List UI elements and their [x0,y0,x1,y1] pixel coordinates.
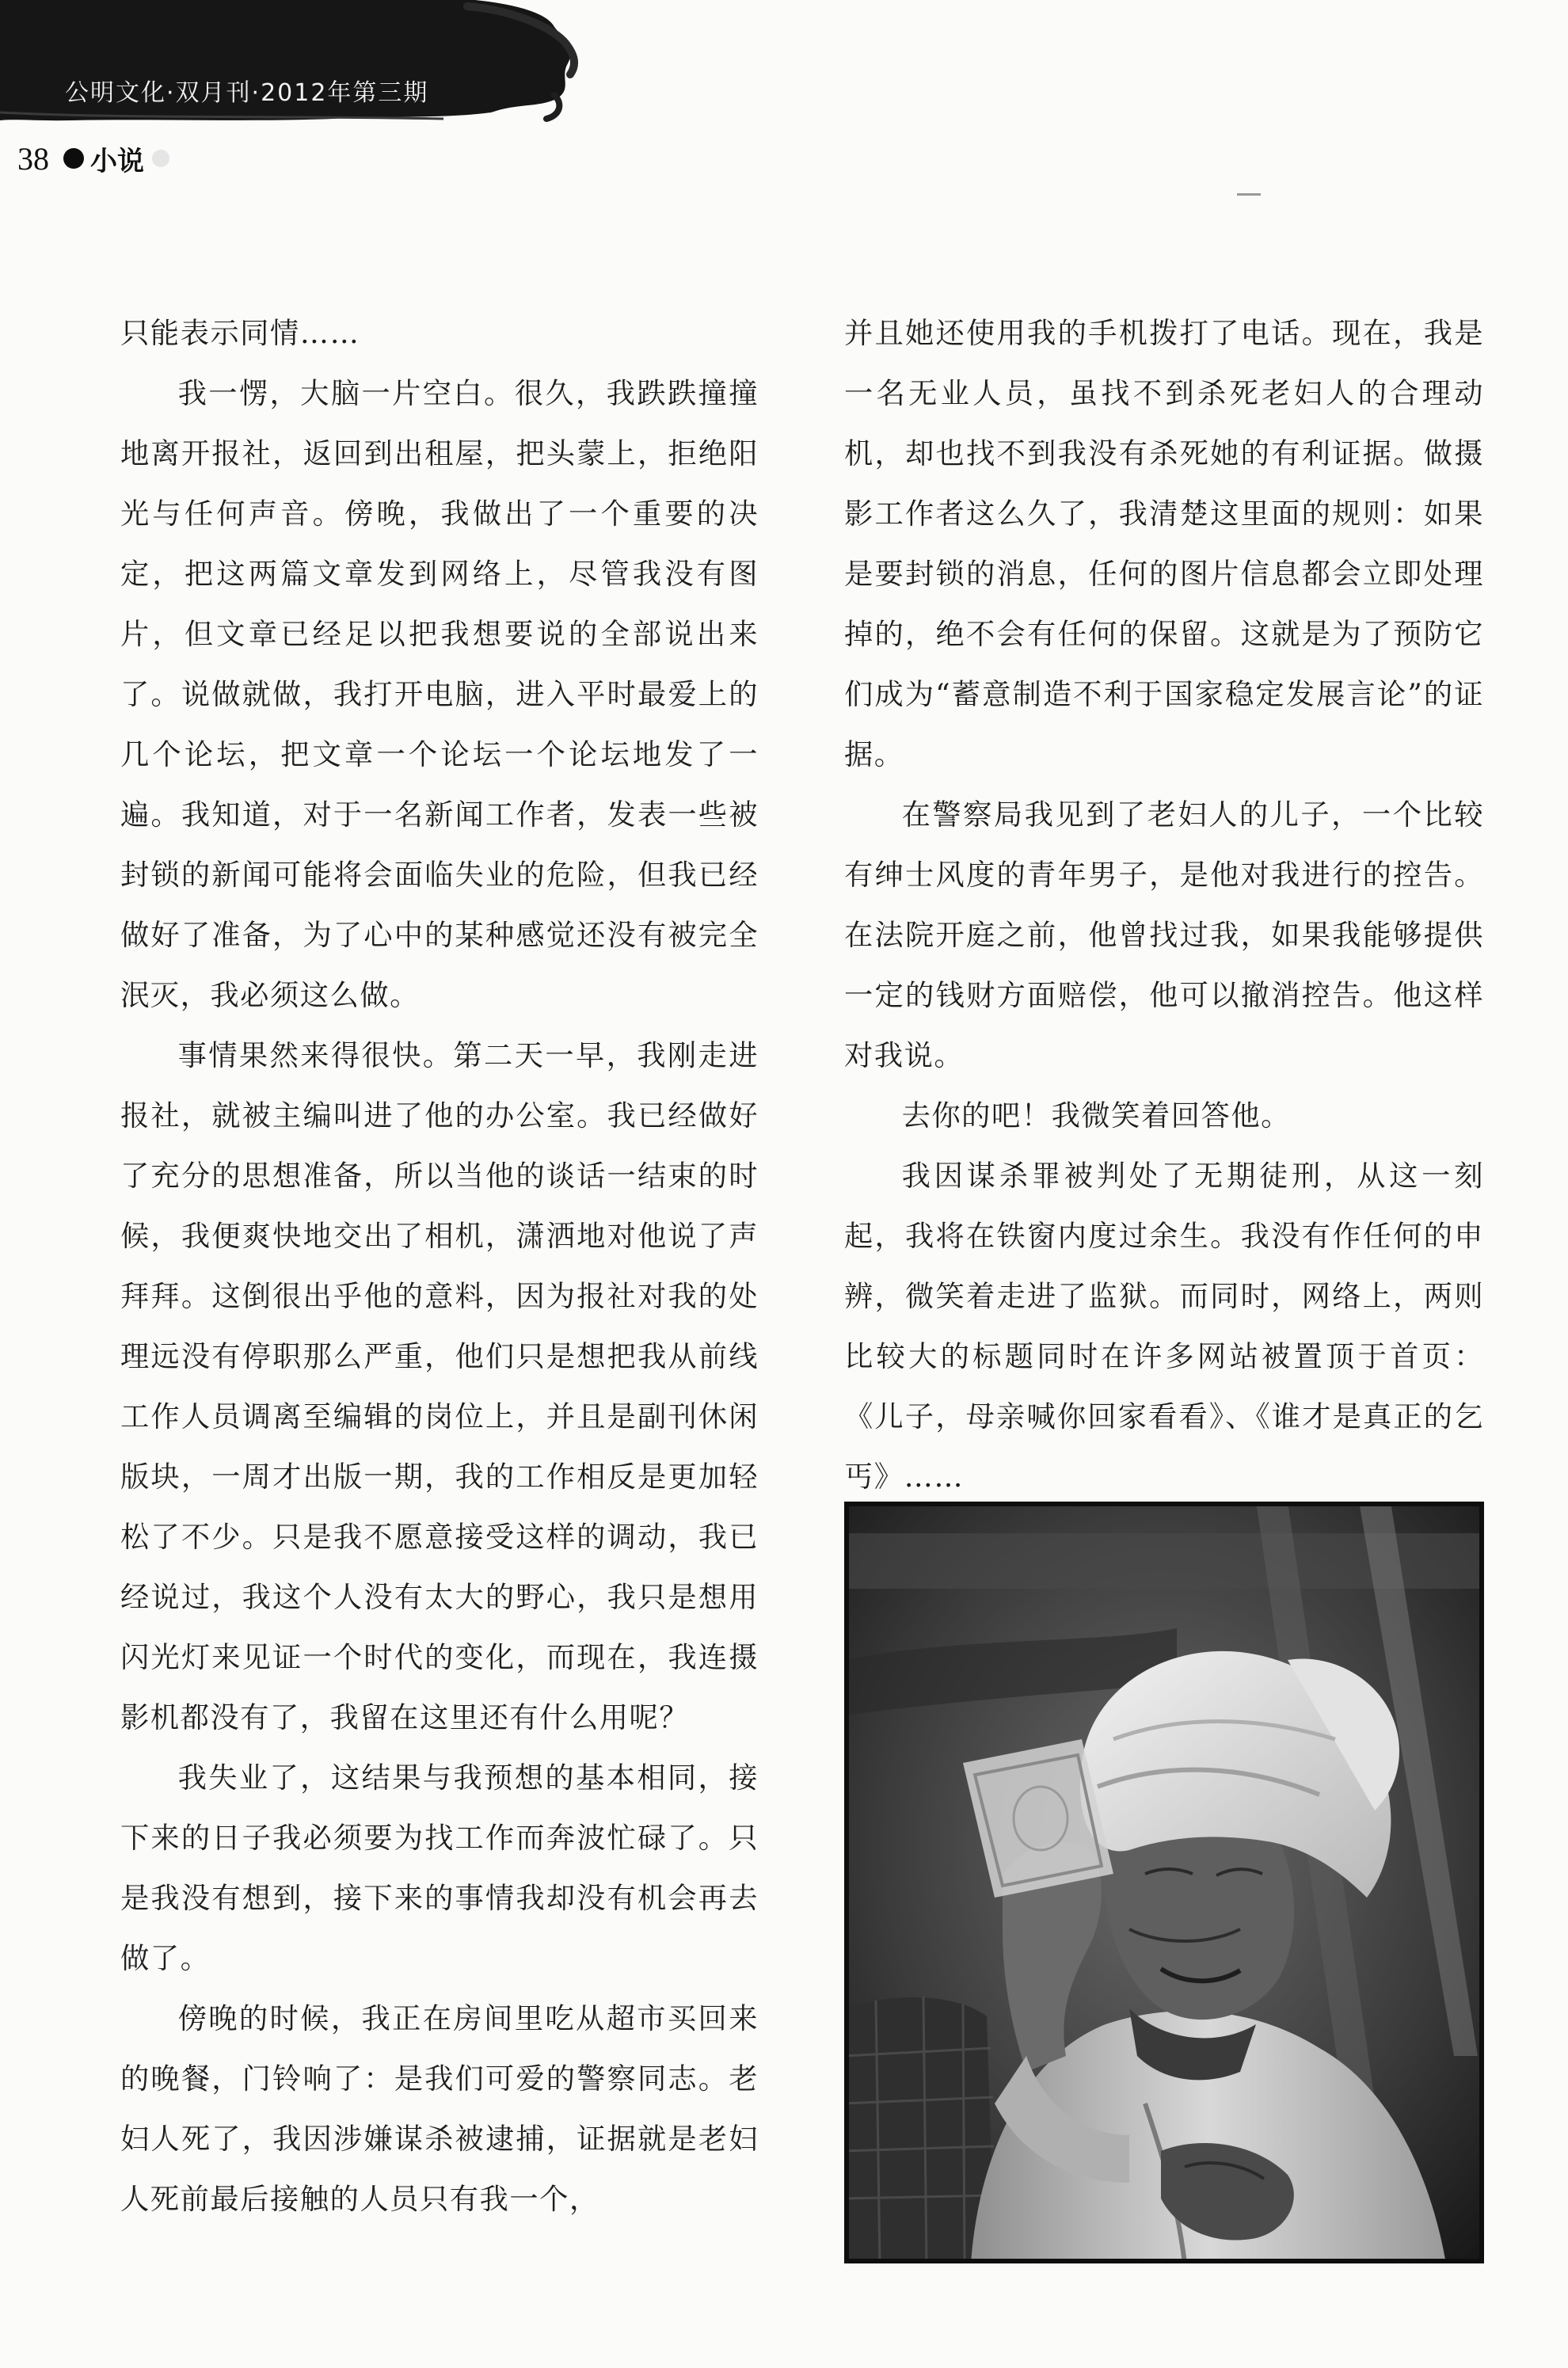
left-column [120,303,759,2229]
paragraph: 我失业了，这结果与我预想的基本相同，接下来的日子我必须要为找工作而奔波忙碌了。只是我没有想到，接下来的事情我却没有机会再去做了。 [120,1761,759,1975]
section-bullet-icon [63,148,84,169]
paragraph: 我一愣，大脑一片空白。很久，我跌跌撞撞地离开报社，返回到出租屋，把头蒙上，拒绝阳光与任何声音。傍晚，我做出了一个重要的决定，把这两篇文章发到网络上，尽管我没有图片，但文章已经足以把我想要说的全部说出来了。说做就做，我打开电脑，进入平时最爱上的几个论坛，把文章一个论坛一个论坛地发了一遍。我知道，对于一名新闻工作者，发表一些被封锁的新闻可能将会面临失业的危险，但我已经做好了准备，为了心中的某种感觉还没有被完全泯灭，我必须这么做。 [120,376,759,1012]
paragraph: 并且她还使用我的手机拨打了电话。现在，我是一名无业人员，虽找不到杀死老妇人的合理动机，却也找不到我没有杀死她的有利证据。做摄影工作者这么久了，我清楚这里面的规则：如果是要封锁的消息，任何的图片信息都会立即处理掉的，绝不会有任何的保留。这就是为了预防它们成为“蓄意制造不利于国家稳定发展言论”的证据。 [844,316,1484,771]
section-label: 小说 [90,145,144,177]
paragraph: 只能表示同情…… [120,316,360,350]
photo-illustration [844,1502,1484,2263]
paragraph: 事情果然来得很快。第二天一早，我刚走进报社，就被主编叫进了他的办公室。我已经做好了充分的思想准备，所以当他的谈话一结束的时候，我便爽快地交出了相机，潇洒地对他说了声拜拜。这倒很出乎他的意料，因为报社对我的处理远没有停职那么严重，他们只是想把我从前线工作人员调离至编辑的岗位上，并且是副刊休闲版块，一周才出版一期，我的工作相反是更加轻松了不少。只是我不愿意接受这样的调动，我已经说过，我这个人没有太大的野心，我只是想用闪光灯来见证一个时代的变化，而现在，我连摄影机都没有了，我留在这里还有什么用呢？ [120,1038,759,1734]
right-column [844,303,1484,1507]
masthead: 公明文化·双月刊·2012年第三期 [65,79,429,107]
paragraph: 去你的吧！我微笑着回答他。 [901,1098,1291,1133]
paragraph: 傍晚的时候，我正在房间里吃从超市买回来的晚餐，门铃响了：是我们可爱的警察同志。老妇人死了，我因涉嫌谋杀被逮捕，证据就是老妇人死前最后接触的人员只有我一个， [120,2001,759,2216]
decorative-dash [1237,193,1261,196]
photo-elderly-woman [844,1502,1484,2263]
header-band [0,0,602,127]
page-number: 38 [17,140,49,177]
paragraph: 在警察局我见到了老妇人的儿子，一个比较有绅士风度的青年男子，是他对我进行的控告。在法院开庭之前，他曾找过我，如果我能够提供一定的钱财方面赔偿，他可以撤消控告。他这样对我说。 [844,798,1484,1072]
page-marker [17,141,169,176]
faint-dot-icon [152,150,169,167]
ink-brush-stroke [0,0,602,127]
paragraph: 我因谋杀罪被判处了无期徒刑，从这一刻起，我将在铁窗内度过余生。我没有作任何的申辨，微笑着走进了监狱。而同时，网络上，两则比较大的标题同时在许多网站被置顶于首页：《儿子，母亲喊你回家看看》、《谁才是真正的乞丐》…… [844,1159,1484,1494]
